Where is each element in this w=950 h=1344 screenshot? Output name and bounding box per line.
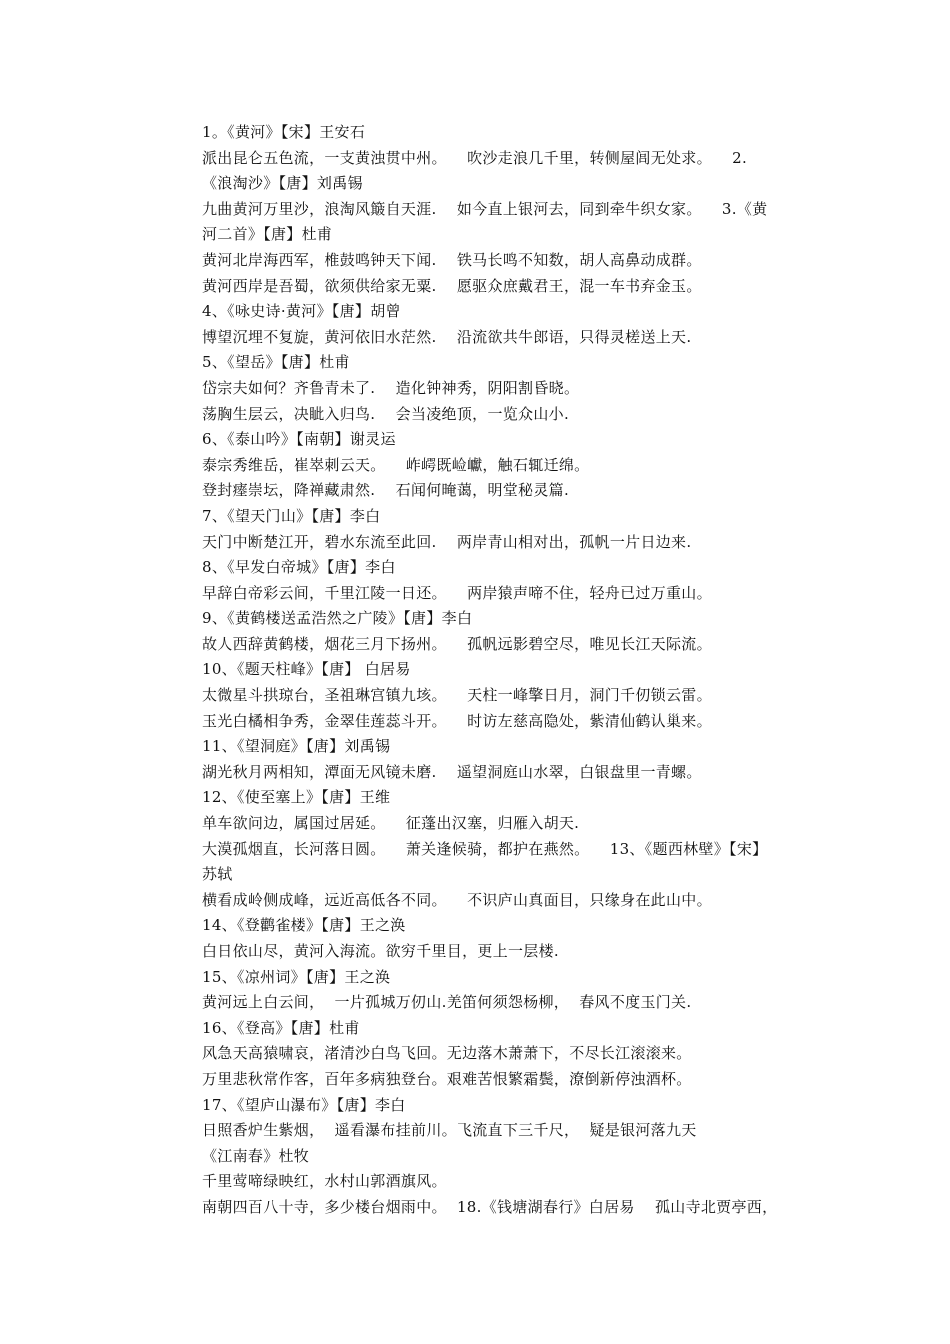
text-line: 横看成岭侧成峰，远近高低各不同。 不识庐山真面目，只缘身在此山中。: [202, 890, 712, 909]
text-line: 九曲黄河万里沙，浪淘风簸自天涯. 如今直上银河去，同到牵牛织女家。 3.《黄: [202, 199, 768, 218]
text-line: 早辞白帝彩云间，千里江陵一日还。 两岸猿声啼不住，轻舟已过万重山。: [202, 583, 712, 602]
text-line: 黄河远上白云间， 一片孤城万仞山.羌笛何须怨杨柳， 春风不度玉门关.: [202, 993, 692, 1012]
text-line: 万里悲秋常作客，百年多病独登台。艰难苦恨繁霜鬓，潦倒新停浊酒杯。: [202, 1069, 692, 1088]
text-line: 登封瘗崇坛，降禅藏肃然. 石闻何晻蔼，明堂秘灵篇.: [202, 481, 570, 500]
text-line: 风急天高猿啸哀，渚清沙白鸟飞回。无边落木萧萧下，不尽长江滚滚来。: [202, 1044, 692, 1063]
text-line: 湖光秋月两相知，潭面无风镜未磨. 遥望洞庭山水翠，白银盘里一青螺。: [202, 762, 702, 781]
text-line: 故人西辞黄鹤楼，烟花三月下扬州。 孤帆远影碧空尽，唯见长江天际流。: [202, 634, 712, 653]
text-line: 博望沉埋不复旋，黄河依旧水茫然. 沿流欲共牛郎语，只得灵槎送上天.: [202, 327, 692, 346]
text-line: 白日依山尽，黄河入海流。欲穷千里目，更上一层楼.: [202, 942, 559, 960]
text-line: 日照香炉生紫烟， 遥看瀑布挂前川。飞流直下三千尺， 疑是银河落九天: [202, 1121, 697, 1140]
text-line: 荡胸生层云，决眦入归鸟. 会当凌绝顶，一览众山小.: [202, 404, 570, 423]
text-line: 千里莺啼绿映红，水村山郭酒旗风。: [202, 1172, 447, 1191]
text-line: 河二首》【唐】杜甫: [202, 225, 333, 244]
text-line: 《浪淘沙》【唐】刘禹锡: [202, 174, 363, 193]
text-line: 太微星斗拱琼台，圣祖琳宫镇九垓。 天柱一峰擎日月，洞门千仞锁云雷。: [202, 686, 712, 705]
text-line: 《江南春》杜牧: [202, 1146, 310, 1165]
text-line: 黄河北岸海西军，椎鼓鸣钟天下闻. 铁马长鸣不知数，胡人高鼻动成群。: [202, 250, 702, 269]
text-line: 11、《望洞庭》【唐】刘禹锡: [202, 737, 391, 756]
text-line: 16、《登高》【唐】杜甫: [202, 1018, 360, 1037]
text-line: 南朝四百八十寺，多少楼台烟雨中。 18.《钱塘湖春行》白居易 孤山寺北贾亭西，: [202, 1197, 778, 1216]
text-line: 5、《望岳》【唐】杜甫: [202, 353, 350, 372]
text-line: 7、《望天门山》【唐】李白: [202, 506, 381, 525]
text-line: 黄河西岸是吾蜀，欲须供给家无粟. 愿驱众庶戴君王，混一车书弃金玉。: [202, 276, 702, 295]
text-line: 12、《使至塞上》【唐】王维: [202, 788, 391, 807]
text-line: 玉光白橘相争秀，金翠佳莲蕊斗开。 时访左慈高隐处，紫清仙鹤认巢来。: [202, 711, 712, 730]
text-line: 4、《咏史诗·黄河》【唐】胡曾: [202, 302, 401, 321]
text-line: 10、《题天柱峰》【唐】 白居易: [202, 660, 411, 679]
text-line: 15、《凉州词》【唐】王之涣: [202, 967, 391, 986]
text-line: 1。《黄河》【宋】王安石: [202, 123, 366, 141]
text-line: 17、《望庐山瀑布》【唐】李白: [202, 1095, 406, 1114]
text-line: 大漠孤烟直，长河落日圆。 萧关逢候骑，都护在燕然。 13、《题西林壁》【宋】: [202, 839, 768, 858]
text-line: 单车欲问边，属国过居延。 征蓬出汉塞，归雁入胡天.: [202, 814, 580, 833]
poem-text-body: [202, 120, 822, 1221]
text-line: 天门中断楚江开，碧水东流至此回. 两岸青山相对出，孤帆一片日边来.: [202, 532, 692, 551]
text-line: 泰宗秀维岳，崔崒刺云天。 岞崿既崄巘，触石辄迁绵。: [202, 455, 590, 474]
text-line: 派出昆仑五色流，一支黄浊贯中州。 吹沙走浪几千里，转侧屋闾无处求。 2.: [202, 148, 748, 167]
text-line: 8、《早发白帝城》【唐】李白: [202, 558, 396, 577]
text-line: 14、《登鹳雀楼》【唐】王之涣: [202, 916, 406, 935]
text-line: 6、《泰山吟》【南朝】谢灵运: [202, 430, 396, 449]
text-line: 9、《黄鹤楼送孟浩然之广陵》【唐】李白: [202, 609, 473, 628]
text-line: 苏轼: [202, 865, 233, 884]
text-line: 岱宗夫如何？齐鲁青未了. 造化钟神秀，阴阳割昏晓。: [202, 378, 580, 397]
